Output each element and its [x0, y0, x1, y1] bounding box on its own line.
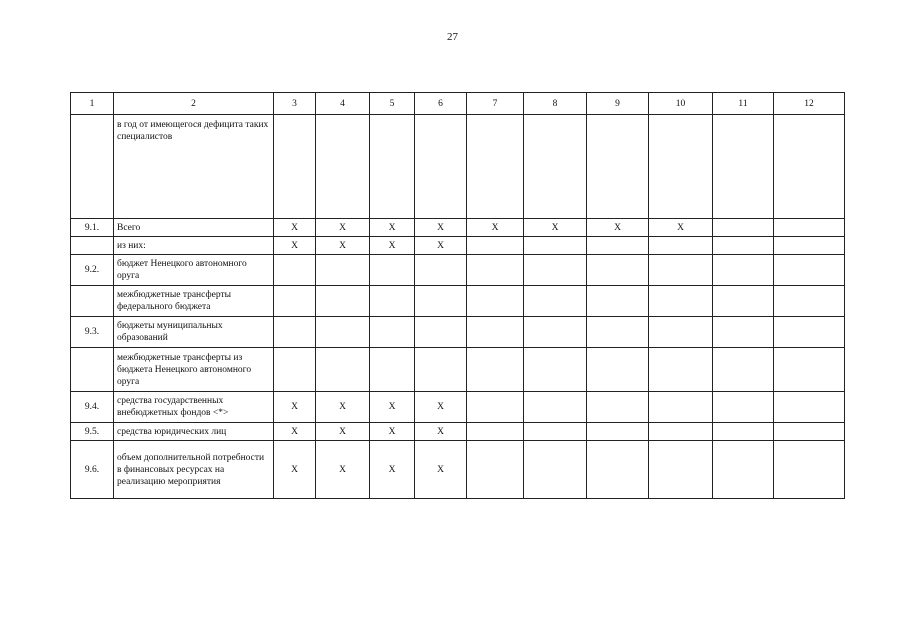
value-cell	[524, 317, 587, 348]
row-description: из них:	[114, 237, 274, 255]
value-cell	[274, 255, 316, 286]
value-cell	[587, 392, 649, 423]
value-cell: X	[274, 392, 316, 423]
value-cell	[370, 115, 415, 219]
value-cell	[587, 348, 649, 392]
row-description: средства юридических лиц	[114, 423, 274, 441]
value-cell: X	[415, 423, 467, 441]
header-cell: 5	[370, 93, 415, 115]
row-number: 9.3.	[71, 317, 114, 348]
header-cell: 7	[467, 93, 524, 115]
value-cell	[713, 286, 774, 317]
value-cell	[415, 255, 467, 286]
header-cell: 1	[71, 93, 114, 115]
value-cell	[713, 255, 774, 286]
value-cell: X	[415, 392, 467, 423]
value-cell	[713, 441, 774, 499]
value-cell	[587, 317, 649, 348]
table-row	[71, 255, 845, 286]
value-cell	[587, 286, 649, 317]
value-cell	[316, 317, 370, 348]
value-cell	[587, 115, 649, 219]
table-row	[71, 115, 845, 219]
header-cell: 3	[274, 93, 316, 115]
value-cell	[649, 255, 713, 286]
value-cell	[713, 219, 774, 237]
value-cell	[774, 286, 845, 317]
value-cell: X	[274, 237, 316, 255]
value-cell: X	[370, 219, 415, 237]
value-cell	[713, 348, 774, 392]
row-number: 9.1.	[71, 219, 114, 237]
value-cell	[587, 255, 649, 286]
row-number	[71, 237, 114, 255]
value-cell	[524, 348, 587, 392]
value-cell	[415, 286, 467, 317]
value-cell: X	[274, 423, 316, 441]
value-cell	[649, 317, 713, 348]
value-cell	[467, 255, 524, 286]
value-cell	[524, 115, 587, 219]
value-cell	[415, 115, 467, 219]
value-cell	[649, 286, 713, 317]
row-number: 9.2.	[71, 255, 114, 286]
value-cell	[467, 237, 524, 255]
value-cell	[524, 255, 587, 286]
value-cell: X	[415, 219, 467, 237]
row-description: в год от имеющегося дефицита таких специалистов	[114, 115, 274, 219]
value-cell: X	[587, 219, 649, 237]
header-cell: 4	[316, 93, 370, 115]
value-cell	[415, 348, 467, 392]
value-cell: X	[316, 219, 370, 237]
table-row	[71, 237, 845, 255]
value-cell	[713, 237, 774, 255]
table-row	[71, 441, 845, 499]
value-cell	[415, 317, 467, 348]
value-cell	[774, 441, 845, 499]
value-cell	[524, 392, 587, 423]
row-description: средства государственных внебюджетных фондов <*>	[114, 392, 274, 423]
value-cell: X	[370, 441, 415, 499]
row-description: бюджеты муниципальных образований	[114, 317, 274, 348]
value-cell: X	[316, 392, 370, 423]
value-cell: X	[316, 423, 370, 441]
table-row	[71, 423, 845, 441]
value-cell	[467, 441, 524, 499]
value-cell	[274, 348, 316, 392]
value-cell: X	[370, 237, 415, 255]
value-cell	[713, 423, 774, 441]
value-cell	[524, 441, 587, 499]
table-row	[71, 392, 845, 423]
table-row	[71, 348, 845, 392]
value-cell	[649, 423, 713, 441]
header-cell: 6	[415, 93, 467, 115]
header-cell: 11	[713, 93, 774, 115]
value-cell	[649, 237, 713, 255]
value-cell: X	[274, 219, 316, 237]
value-cell: X	[370, 392, 415, 423]
table-row	[71, 219, 845, 237]
row-description: объем дополнительной потребности в финансовых ресурсах на реализацию мероприятия	[114, 441, 274, 499]
row-number: 9.5.	[71, 423, 114, 441]
value-cell	[274, 317, 316, 348]
value-cell: X	[316, 441, 370, 499]
value-cell	[774, 317, 845, 348]
row-description: бюджет Ненецкого автономного оруга	[114, 255, 274, 286]
value-cell	[467, 423, 524, 441]
page-number: 27	[447, 31, 458, 43]
row-number: 9.6.	[71, 441, 114, 499]
value-cell: X	[524, 219, 587, 237]
row-number	[71, 115, 114, 219]
value-cell	[587, 423, 649, 441]
value-cell	[713, 317, 774, 348]
row-description: Всего	[114, 219, 274, 237]
value-cell	[774, 237, 845, 255]
value-cell: X	[370, 423, 415, 441]
row-description: межбюджетные трансферты федерального бюджета	[114, 286, 274, 317]
value-cell	[774, 392, 845, 423]
value-cell: X	[415, 237, 467, 255]
row-number	[71, 286, 114, 317]
table-row	[71, 286, 845, 317]
value-cell: X	[467, 219, 524, 237]
header-cell: 10	[649, 93, 713, 115]
value-cell	[467, 317, 524, 348]
row-number: 9.4.	[71, 392, 114, 423]
value-cell: X	[649, 219, 713, 237]
value-cell	[316, 286, 370, 317]
value-cell	[713, 392, 774, 423]
value-cell	[524, 423, 587, 441]
value-cell	[649, 392, 713, 423]
value-cell	[649, 115, 713, 219]
value-cell	[774, 219, 845, 237]
value-cell: X	[316, 237, 370, 255]
value-cell	[370, 317, 415, 348]
value-cell	[316, 115, 370, 219]
value-cell	[774, 255, 845, 286]
row-number	[71, 348, 114, 392]
value-cell	[316, 255, 370, 286]
value-cell	[274, 286, 316, 317]
header-row	[71, 93, 845, 115]
budget-table	[70, 92, 845, 499]
value-cell	[774, 115, 845, 219]
value-cell	[467, 348, 524, 392]
value-cell	[524, 237, 587, 255]
header-cell: 8	[524, 93, 587, 115]
row-description: межбюджетные трансферты из бюджета Ненецкого автономного оруга	[114, 348, 274, 392]
value-cell: X	[274, 441, 316, 499]
value-cell	[467, 115, 524, 219]
header-cell: 2	[114, 93, 274, 115]
value-cell	[316, 348, 370, 392]
value-cell	[467, 392, 524, 423]
value-cell	[370, 286, 415, 317]
value-cell	[467, 286, 524, 317]
value-cell	[649, 441, 713, 499]
value-cell	[649, 348, 713, 392]
value-cell	[587, 237, 649, 255]
value-cell	[274, 115, 316, 219]
value-cell	[370, 255, 415, 286]
value-cell	[713, 115, 774, 219]
table-row	[71, 317, 845, 348]
value-cell: X	[415, 441, 467, 499]
value-cell	[524, 286, 587, 317]
value-cell	[774, 348, 845, 392]
value-cell	[587, 441, 649, 499]
value-cell	[370, 348, 415, 392]
value-cell	[774, 423, 845, 441]
header-cell: 12	[774, 93, 845, 115]
header-cell: 9	[587, 93, 649, 115]
